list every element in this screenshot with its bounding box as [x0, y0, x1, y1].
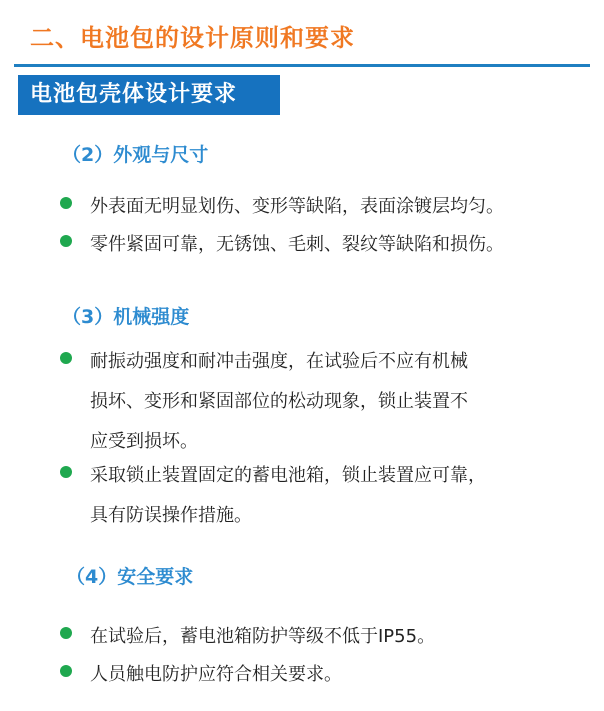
bullet-dot: [60, 352, 72, 364]
page-title: 二、电池包的设计原则和要求: [30, 24, 355, 52]
list-item-line: 耐振动强度和耐冲击强度，在试验后不应有机械: [90, 351, 468, 372]
list-item: 外表面无明显划伤、变形等缺陷，表面涂镀层均匀。: [90, 196, 504, 217]
bullet-dot: [60, 235, 72, 247]
bullet-dot: [60, 466, 72, 478]
list-item-line: 应受到损坏。: [90, 431, 198, 452]
section-banner: 电池包壳体设计要求: [18, 75, 280, 115]
bullet-dot: [60, 197, 72, 209]
list-item-line: 具有防误操作措施。: [90, 505, 252, 526]
title-divider: [14, 64, 590, 67]
subheading-safety: （4）安全要求: [66, 566, 194, 588]
list-item: 人员触电防护应符合相关要求。: [90, 664, 342, 685]
subheading-mechanical-strength: （3）机械强度: [62, 306, 190, 328]
list-item: 零件紧固可靠，无锈蚀、毛刺、裂纹等缺陷和损伤。: [90, 234, 504, 255]
list-item-line: 采取锁止装置固定的蓄电池箱，锁止装置应可靠，: [90, 465, 486, 486]
bullet-dot: [60, 627, 72, 639]
list-item: 在试验后，蓄电池箱防护等级不低于IP55。: [90, 626, 436, 647]
list-item-line: 损坏、变形和紧固部位的松动现象，锁止装置不: [90, 391, 468, 412]
bullet-dot: [60, 665, 72, 677]
subheading-appearance: （2）外观与尺寸: [62, 144, 209, 166]
